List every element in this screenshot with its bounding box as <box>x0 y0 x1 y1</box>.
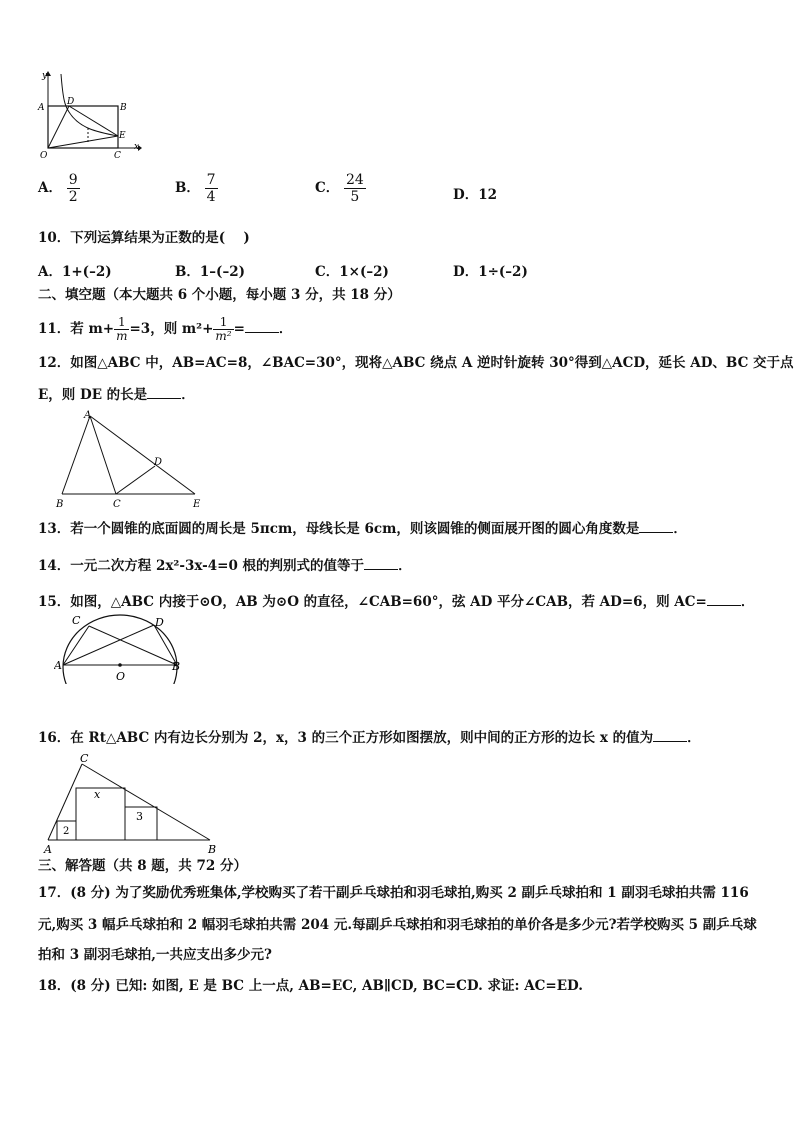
q12-label-E: E <box>193 499 201 510</box>
q13: 13．若一个圆锥的底面圆的周长是 5πcm，母线长是 6cm，则该圆锥的侧面展开图的圆心角度数是 ． <box>38 521 687 537</box>
q15-label-A: A <box>54 659 62 672</box>
q12-label-D: D <box>154 457 163 468</box>
q15-figure <box>54 612 186 684</box>
q9-option-d[interactable] <box>453 183 497 203</box>
q16-figure <box>38 750 218 855</box>
q10-option-b[interactable]: B．1–(–2) <box>175 264 245 280</box>
q14-answer-blank[interactable] <box>364 557 398 570</box>
q16: 16．在 Rt△ABC 内有边长分别为 2，x，3 的三个正方形如图摆放，则中间的正方形的边长 x 的值为 ． <box>38 730 701 746</box>
q16-square-label-2: 2 <box>63 826 70 837</box>
q9-option-c[interactable] <box>315 172 366 205</box>
q9-option-b-letter: B． <box>175 180 200 196</box>
q14: 14．一元二次方程 2x²-3x-4=0 根的判别式的值等于 ． <box>38 558 412 574</box>
q15-label-C: C <box>72 614 81 627</box>
q9-option-a-fraction: $\frac{9}{2}$ <box>68 172 78 205</box>
section2-title: 二、填空题（本大题共 6 个小题，每小题 3 分，共 18 分） <box>38 287 401 303</box>
q9-label-A: A <box>38 103 45 113</box>
q9-label-E: E <box>119 131 126 141</box>
q12-answer-blank[interactable] <box>147 386 181 399</box>
q9-option-a[interactable] <box>38 172 80 205</box>
q9-label-x: x <box>134 142 140 152</box>
q9-option-d-letter: D． <box>453 187 479 203</box>
q15-answer-blank[interactable] <box>707 593 741 606</box>
q17-line-3: 拍和 3 副羽毛球拍,一共应支出多少元? <box>38 947 272 963</box>
q9-label-C: C <box>114 151 121 160</box>
q9-figure <box>34 70 144 160</box>
q12-label-B: B <box>56 499 64 510</box>
q12-line-1: 12．如图△ABC 中，AB=AC=8，∠BAC=30°，现将△ABC 绕点 A 逆时针旋转 30°得到△ACD，延长 AD、BC 交于点 <box>38 355 794 371</box>
q9-option-d-text: 12 <box>478 187 498 203</box>
q10-option-a[interactable]: A．1+(–2) <box>38 264 112 280</box>
q17-line-2: 元,购买 3 幅乒乓球拍和 2 幅羽毛球拍共需 204 元.每副乒乓球拍和羽毛球拍的单价各是多少元?若学校购买 5 副乒乓球 <box>38 917 757 933</box>
q10-option-d[interactable]: D．1÷(–2) <box>453 264 528 280</box>
q11-fraction-2: $\frac{1}{\text{m²}}$ <box>215 315 232 343</box>
q12-label-A: A <box>84 410 92 421</box>
q10-option-c[interactable]: C．1×(–2) <box>315 264 389 280</box>
section3-title: 三、解答题（共 8 题，共 72 分） <box>38 858 247 874</box>
q11: 11．若 m+ $\frac{1}{m}$ =3，则 m²+ $\frac{1}{\text{m²}}$ = ． <box>38 315 293 343</box>
q12-figure <box>50 408 210 512</box>
q9-label-D: D <box>67 97 75 107</box>
q9-label-y: y <box>42 71 48 81</box>
q18: 18．(8 分) 已知: 如图, E 是 BC 上一点, AB=EC, AB∥CD, BC=CD. 求证: AC=ED. <box>38 978 583 994</box>
q15-label-O: O <box>116 670 126 683</box>
q10-stem: 10．下列运算结果为正数的是( ) <box>38 230 250 246</box>
q16-label-C: C <box>80 752 89 765</box>
q9-option-b-fraction: $\frac{7}{4}$ <box>206 172 216 205</box>
q12-line-2: E，则 DE 的长是 ． <box>38 387 195 403</box>
q9-option-a-letter: A． <box>38 180 62 196</box>
q16-label-A: A <box>44 843 52 855</box>
q9-label-O: O <box>40 151 48 160</box>
q16-square-label-3: 3 <box>136 810 143 823</box>
q15-label-D: D <box>155 616 164 629</box>
q13-answer-blank[interactable] <box>639 520 673 533</box>
q16-label-B: B <box>208 843 217 855</box>
q12-label-C: C <box>113 499 121 510</box>
q15-label-B: B <box>172 660 181 673</box>
q15: 15．如图，△ABC 内接于⊙O，AB 为⊙O 的直径，∠CAB=60°，弦 AD 平分∠CAB，若 AD=6，则 AC= ． <box>38 594 755 610</box>
q16-square-label-x: x <box>94 788 101 801</box>
q9-option-b[interactable] <box>175 172 218 205</box>
q11-answer-blank[interactable] <box>245 320 279 333</box>
q9-option-c-letter: C． <box>315 180 340 196</box>
q9-label-B: B <box>120 103 127 113</box>
q16-answer-blank[interactable] <box>653 729 687 742</box>
q9-option-c-fraction: $\frac{24}{5}$ <box>345 172 364 205</box>
q11-fraction-1: $\frac{1}{m}$ <box>116 315 128 343</box>
q17-line-1: 17．(8 分) 为了奖励优秀班集体,学校购买了若干副乒乓球拍和羽毛球拍,购买 2 副乒乓球拍和 1 副羽毛球拍共需 116 <box>38 885 749 901</box>
